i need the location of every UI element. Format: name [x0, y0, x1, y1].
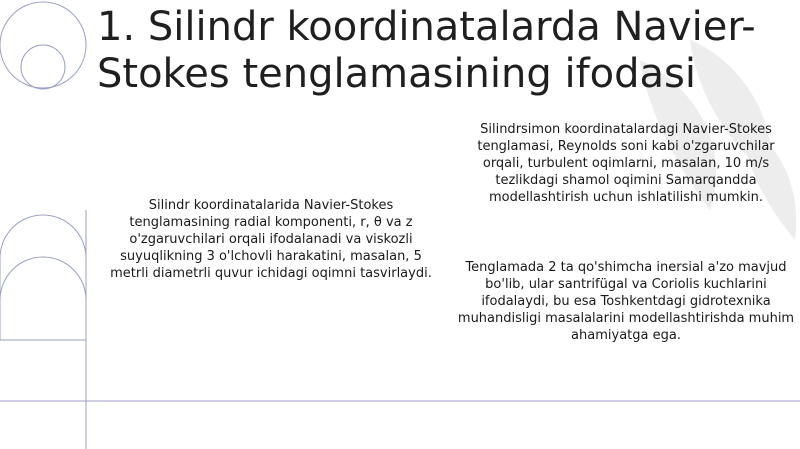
- right-top-paragraph: Silindrsimon koordinatalardagi Navier-Stokes tenglamasi, Reynolds soni kabi o'zgaruvchilar orqali, turbulent oqimlarni, masalan, 10 m/s tezlikdagi shamol oqimini Samarqandda modellashtirish uchun ishlatilishi mumkin.: [477, 122, 775, 205]
- deco-circle-small: [21, 45, 65, 89]
- right-bottom-paragraph: Tenglamada 2 ta qo'shimcha inersial a'zo mavjud bo'lib, ular santrifügal va Coriolis kuchlarini ifodalaydi, bu esa Toshkentdagi gidrotexnika muhandisligi masalalarini modellashtirishda muhim ahamiyatga ega.: [457, 260, 795, 343]
- deco-arch-lower: [0, 257, 86, 340]
- left-paragraph: Silindr koordinatalarida Navier-Stokes tenglamasining radial komponenti, r, θ va z o'zgaruvchilari orqali ifodalanadi va viskozli suyuqlikning 3 o'lchovli harakatini, masalan, 5 metrli diametrli quvur ichidagi oqimni tasvirlaydi.: [110, 198, 432, 281]
- slide-title: 1. Silindr koordinatalarda Navier-Stokes tenglamasining ifodasi: [97, 4, 756, 97]
